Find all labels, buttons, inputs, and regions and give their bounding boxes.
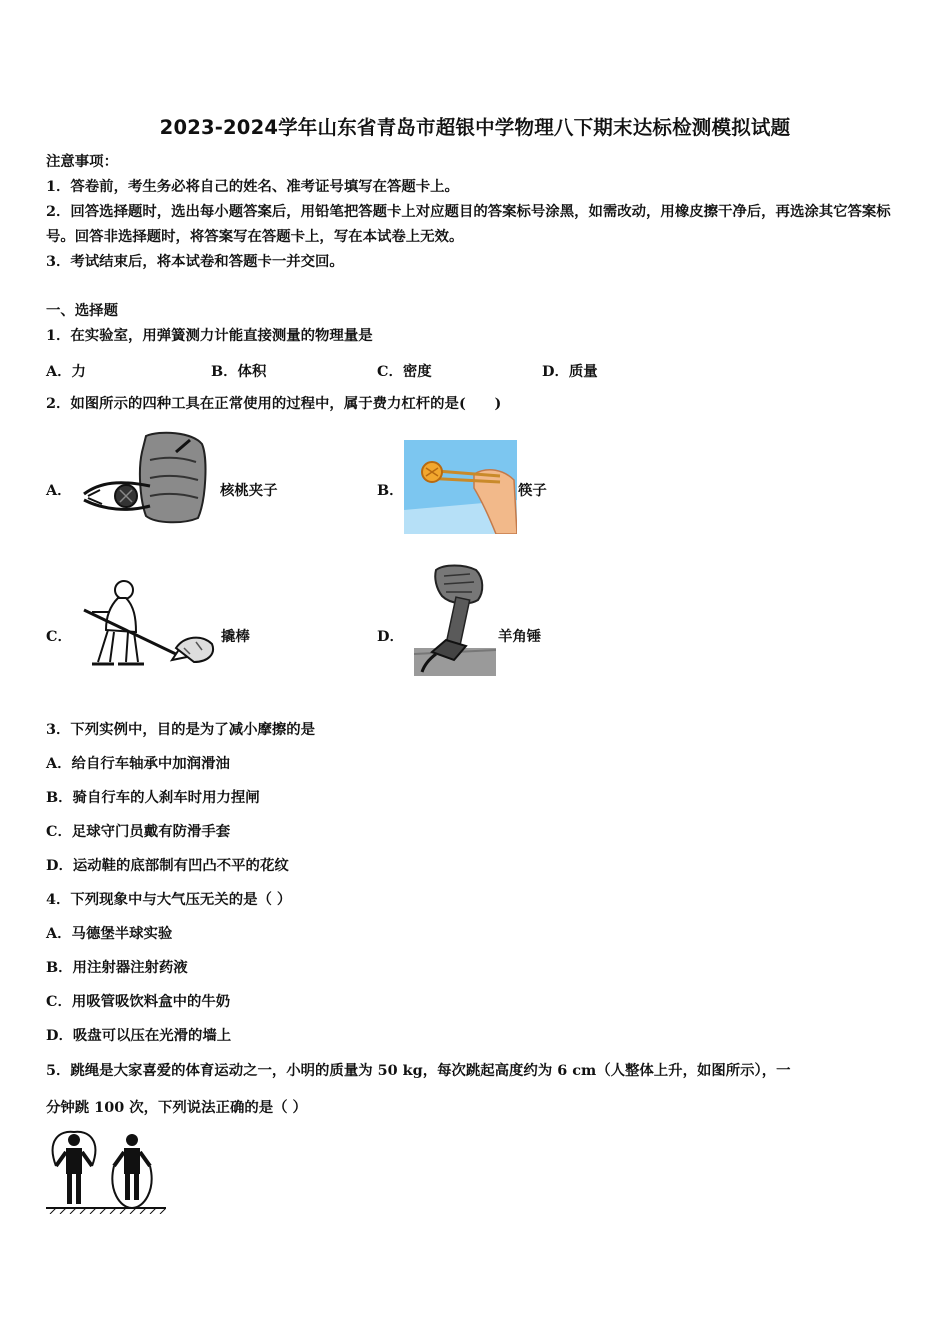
q3-option-b: B．骑自行车的人刹车时用力捏闸 (46, 789, 260, 806)
q2-option-c-label: 撬棒 (221, 628, 250, 645)
q2-option-b-label: 筷子 (518, 482, 547, 499)
q4-option-c: C．用吸管吸饮料盒中的牛奶 (46, 993, 231, 1010)
q4-option-a: A．马德堡半球实验 (46, 925, 173, 942)
q2-option-d-label: 羊角锤 (498, 628, 542, 645)
q2-option-a-label: 核桃夹子 (220, 482, 278, 499)
q2-option-a-letter: A． (46, 482, 72, 499)
section-heading: 一、选择题 (46, 302, 118, 319)
question-5-line-2: 分钟跳 100 次，下列说法正确的是（ ） (46, 1099, 307, 1116)
q1-option-d: D．质量 (542, 363, 598, 380)
q3-option-a: A．给自行车轴承中加润滑油 (46, 755, 230, 772)
question-2-stem: 2．如图所示的四种工具在正常使用的过程中，属于费力杠杆的是( ) (46, 395, 502, 412)
q1-option-a: A．力 (46, 363, 86, 380)
q3-option-c: C．足球守门员戴有防滑手套 (46, 823, 231, 840)
question-4-stem: 4．下列现象中与大气压无关的是（ ） (46, 891, 292, 908)
q3-option-d: D．运动鞋的底部制有凹凸不平的花纹 (46, 857, 289, 874)
chopsticks-image (404, 440, 517, 534)
notice-item-1: 1．答卷前，考生务必将自己的姓名、准考证号填写在答题卡上。 (46, 178, 459, 195)
page-title: 2023-2024学年山东省青岛市超银中学物理八下期末达标检测模拟试题 (159, 116, 791, 139)
q4-option-b: B．用注射器注射药液 (46, 959, 188, 976)
notice-item-3: 3．考试结束后，将本试卷和答题卡一并交回。 (46, 253, 344, 270)
q2-option-d-letter: D． (377, 628, 404, 645)
q4-option-d: D．吸盘可以压在光滑的墙上 (46, 1027, 232, 1044)
question-1-stem: 1．在实验室，用弹簧测力计能直接测量的物理量是 (46, 327, 373, 344)
claw-hammer-image (414, 562, 496, 676)
question-5-line-1: 5．跳绳是大家喜爱的体育运动之一，小明的质量为 50 kg，每次跳起高度约为 6 cm（人整体上升，如图所示），一 (46, 1062, 791, 1079)
walnut-cracker-image (80, 430, 210, 526)
crowbar-image (80, 578, 215, 670)
q1-option-b: B．体积 (211, 363, 267, 380)
notice-item-2: 2．回答选择题时，选出每小题答案后，用铅笔把答题卡上对应题目的答案标号涂黑，如需改动，用橡皮擦干净后，再选涂其它答案标号。回答非选择题时，将答案写在答题卡上，写在本试卷上无效。 (46, 203, 891, 245)
notice-heading: 注意事项： (46, 153, 118, 170)
q2-option-c-letter: C． (46, 628, 72, 645)
q1-option-c: C．密度 (377, 363, 432, 380)
question-3-stem: 3．下列实例中，目的是为了减小摩擦的是 (46, 721, 316, 738)
jump-rope-image (46, 1130, 166, 1214)
q2-option-b-letter: B． (377, 482, 404, 499)
